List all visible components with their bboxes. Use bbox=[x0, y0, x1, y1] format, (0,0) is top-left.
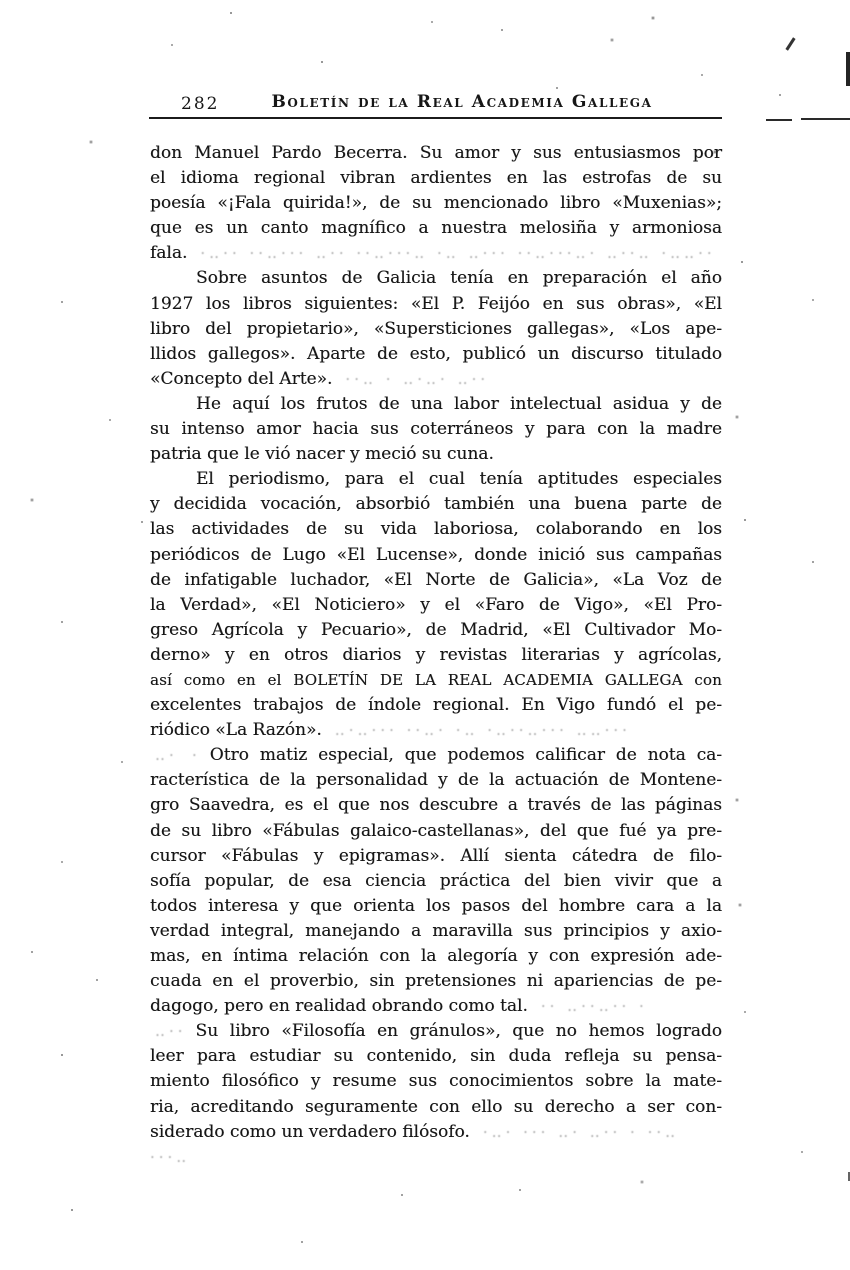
text-line bbox=[150, 668, 722, 693]
line-text: el idioma regional vibran ardientes en las estrofas de su bbox=[150, 168, 722, 189]
line-text: ria, acreditando seguramente con ello su derecho a ser con- bbox=[150, 1096, 722, 1117]
text-line bbox=[150, 919, 722, 944]
text-line bbox=[150, 517, 722, 542]
text-line bbox=[150, 718, 722, 743]
text-line bbox=[150, 1120, 722, 1170]
line-text: y decidida vocación, absorbió también una buena parte de bbox=[150, 494, 722, 515]
line-text: leer para estudiar su contenido, sin duda refleja su pensa- bbox=[150, 1046, 722, 1067]
line-text: poesía «¡Fala quirida!», de su mencionado libro «Muxenias»; bbox=[150, 193, 722, 214]
scan-noise bbox=[0, 0, 2, 2]
text-line bbox=[150, 969, 722, 994]
text-line bbox=[150, 317, 722, 342]
text-line bbox=[150, 768, 722, 793]
line-text: verdad integral, manejando a maravilla sus principios y axio- bbox=[150, 920, 722, 941]
scan-mark bbox=[785, 37, 795, 50]
line-text: miento filosófico y resume sus conocimientos sobre la mate- bbox=[150, 1071, 722, 1092]
header-rule-dash bbox=[766, 119, 792, 121]
text-line bbox=[150, 543, 722, 568]
text-line bbox=[150, 216, 722, 241]
bleed-through-artifact: ‥·· bbox=[155, 1022, 187, 1041]
line-text: riódico «La Razón». bbox=[150, 720, 322, 741]
text-line bbox=[150, 844, 722, 869]
line-text: periódicos de Lugo «El Lucense», donde inició sus campañas bbox=[150, 544, 722, 565]
line-text: «Concepto del Arte». bbox=[150, 368, 333, 389]
text-line bbox=[150, 492, 722, 517]
line-text: libro del propietario», «Supersticiones gallegas», «Los ape- bbox=[150, 318, 722, 339]
header-rule-dash bbox=[801, 118, 850, 120]
text-line bbox=[150, 166, 722, 191]
line-text: gro Saavedra, es el que nos descubre a través de las páginas bbox=[150, 795, 722, 816]
text-line bbox=[150, 793, 722, 818]
text-line bbox=[150, 467, 722, 492]
text-line bbox=[150, 819, 722, 844]
line-text: llidos gallegos». Aparte de esto, publicó un discurso titulado bbox=[150, 343, 722, 364]
text-line bbox=[150, 593, 722, 618]
text-line bbox=[150, 944, 722, 969]
header-rule bbox=[149, 117, 722, 119]
line-text: racterística de la personalidad y de la actuación de Montene- bbox=[150, 770, 722, 791]
line-text: dagogo, pero en realidad obrando como tal. bbox=[150, 996, 528, 1017]
line-text: Su libro «Filosofía en gránulos», que no hemos logrado bbox=[195, 1021, 722, 1042]
text-line bbox=[150, 894, 722, 919]
text-line bbox=[150, 342, 722, 367]
bleed-through-artifact: ‥·‥··· ··‥· ·‥ ·‥··‥··· ‥‥··· bbox=[334, 721, 631, 740]
text-line bbox=[150, 693, 722, 718]
paragraph bbox=[150, 743, 722, 1019]
text-line bbox=[150, 1095, 722, 1120]
bleed-through-artifact: ··‥ · ‥·‥· ‥·· bbox=[345, 369, 490, 388]
text-line bbox=[150, 191, 722, 216]
line-text: greso Agrícola y Pecuario», de Madrid, «El Cultivador Mo- bbox=[150, 619, 722, 640]
paragraph bbox=[150, 141, 722, 266]
text-line bbox=[150, 1044, 722, 1069]
paragraph bbox=[150, 266, 722, 391]
line-text: mas, en íntima relación con la alegoría y con expresión ade- bbox=[150, 946, 722, 966]
line-text: derno» y en otros diarios y revistas literarias y agrícolas, bbox=[150, 644, 722, 665]
bleed-through-artifact: ·‥·· ··‥··· ‥·· ··‥···‥ ·‥ ‥··· ··‥···‥· ‥··‥ ·‥‥·· bbox=[200, 244, 716, 263]
running-title: Boletín de la Real Academia Gallega bbox=[271, 92, 653, 112]
line-text: He aquí los frutos de una labor intelectual asidua y de bbox=[196, 393, 722, 414]
line-text: las actividades de su vida laboriosa, colaborando en los bbox=[150, 519, 722, 540]
bleed-through-artifact: ·· ‥··‥·· · bbox=[540, 997, 648, 1016]
text-line bbox=[150, 141, 722, 166]
scan-edge-mark bbox=[846, 52, 850, 86]
text-line bbox=[150, 869, 722, 894]
bleed-through-artifact: ‥· · bbox=[155, 746, 201, 765]
line-text: así como en el BOLETÍN DE LA REAL ACADEMIA GALLEGA con bbox=[150, 670, 722, 689]
line-text: 1927 los libros siguientes: «El P. Feijóo en sus obras», «El bbox=[150, 293, 722, 314]
text-line bbox=[150, 1069, 722, 1094]
line-text: cursor «Fábulas y epigramas». Allí sienta cátedra de filo- bbox=[150, 845, 722, 866]
line-text: fala. bbox=[150, 243, 188, 264]
line-text: siderado como un verdadero filósofo. bbox=[150, 1121, 470, 1142]
text-line bbox=[150, 643, 722, 668]
text-line bbox=[150, 618, 722, 643]
line-text: Otro matiz especial, que podemos calificar de nota ca- bbox=[209, 745, 722, 766]
paragraph bbox=[150, 467, 722, 743]
line-text: todos interesa y que orienta los pasos del hombre cara a la bbox=[150, 895, 722, 916]
line-text: El periodismo, para el cual tenía aptitudes especiales bbox=[196, 469, 722, 490]
paragraph bbox=[150, 392, 722, 467]
text-line bbox=[150, 266, 722, 291]
page-number: 282 bbox=[181, 94, 220, 114]
line-text: Sobre asuntos de Galicia tenía en preparación el año bbox=[196, 268, 722, 289]
text-line bbox=[150, 241, 722, 266]
line-text: patria que le vió nacer y meció su cuna. bbox=[150, 444, 494, 465]
text-block bbox=[150, 141, 722, 1170]
text-line bbox=[150, 994, 722, 1019]
line-text: sofía popular, de esa ciencia práctica del bien vivir que a bbox=[150, 870, 722, 891]
text-line bbox=[150, 743, 722, 768]
line-text: que es un canto magnífico a nuestra melosiña y armoniosa bbox=[150, 218, 722, 239]
text-line bbox=[150, 367, 722, 392]
line-text: excelentes trabajos de índole regional. En Vigo fundó el pe- bbox=[150, 695, 722, 716]
page-header bbox=[150, 92, 722, 116]
paragraph bbox=[150, 1019, 722, 1170]
line-text: cuada en el proverbio, sin pretensiones ni apariencias de pe- bbox=[150, 971, 722, 992]
text-line bbox=[150, 568, 722, 593]
line-text: don Manuel Pardo Becerra. Su amor y sus entusiasmos por bbox=[150, 143, 722, 163]
text-line bbox=[150, 292, 722, 317]
line-text: de infatigable luchador, «El Norte de Galicia», «La Voz de bbox=[150, 569, 722, 590]
text-line bbox=[150, 442, 722, 467]
text-line bbox=[150, 392, 722, 417]
line-text: de su libro «Fábulas galaico-castellanas», del que fué ya pre- bbox=[150, 820, 722, 841]
bleed-through-artifact: ·‥· ··· ‥· ‥·· · ··‥ ···‥ bbox=[150, 1122, 680, 1166]
text-line bbox=[150, 1019, 722, 1044]
line-text: su intenso amor hacia sus coterráneos y para con la madre bbox=[150, 419, 722, 440]
line-text: la Verdad», «El Noticiero» y el «Faro de Vigo», «El Pro- bbox=[150, 594, 722, 615]
text-line bbox=[150, 417, 722, 442]
